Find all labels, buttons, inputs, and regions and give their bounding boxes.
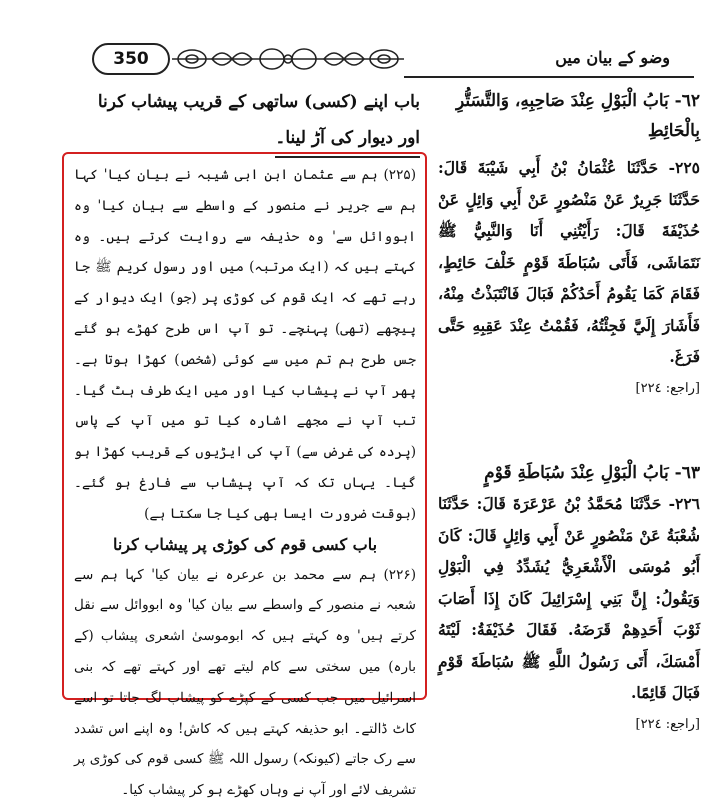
hadith-226-urdu: (۲۲۶) ہم سے محمد بن عرعرہ نے بیان کیا' کہا ہم سے شعبہ نے منصور کے واسطے سے بیان کیا' وہ ابووائل سے نقل کرتے ہیں' وہ کہتے ہیں کہ ابوموسیٰ اشعری پیشاب (کے بارہ) میں سختی سے کام لیتے تھے اور کہتے تھے کہ بنی اسرائیل میں جب کسی کے کپڑے کو پیشاب لگ جاتا تو اسے کاٹ ڈالتے۔ ابو حذیفہ کہتے ہیں کہ کاش! وہ اپنے اس تشدد سے رک جاتے (کیونکہ) رسول اللہ ﷺ کسی قوم کی کوڑی پر تشریف لائے اور آپ نے وہاں کھڑے ہو کر پیشاب کیا۔ bbox=[74, 566, 416, 799]
urdu-bab-63-heading: باب کسی قوم کی کوڑی پر پیشاب کرنا bbox=[112, 534, 378, 554]
hadith-225-urdu: (۲۲۵) ہم سے عثمان ابن ابی شیبہ نے بیان کیا' کہا ہم سے جریر نے منصور کے واسطے سے بیان کیا' وہ ابووائل سے' وہ حذیفہ سے روایت کرتے ہیں۔ وہ کہتے ہیں کہ (ایک مرتبہ) میں اور رسول کریم ﷺ جا رہے تھے کہ ایک قوم کی کوڑی پر (جو) ایک دیوار کے پیچھے (تھی) پہنچے۔ تو آپ اس طرح کھڑے ہو گئے جس طرح ہم تم میں سے کوئی (شخص) کھڑا ہوتا ہے۔ پھر آپ نے پیشاب کیا اور میں ایک طرف ہٹ گیا۔ تب آپ نے مجھے اشارہ کیا تو میں آپ کے پاس (پردہ کی غرض سے) آپ کی ایڑیوں کے قریب کھڑا ہو گیا۔ یہاں تک کہ آپ پیشاب سے فارغ ہو گئے۔ (بوقت ضرورت ایسا بھی کیا جا سکتا ہے) bbox=[74, 167, 416, 522]
arabic-column bbox=[438, 86, 700, 740]
chapter-title: وضو کے بیان میں bbox=[555, 48, 670, 67]
hadith-226-arabic: ٢٢٦- حَدَّثَنَا مُحَمَّدُ بْنُ عَرْعَرَةَ قَالَ: حَدَّثَنَا شُعْبَةُ عَنْ مَنْصُورٍ عَنْ أَبِي وَائِلٍ قَالَ: كَانَ أَبُو مُوسَى الْأَشْعَرِيُّ يُشَدِّدُ فِي الْبَوْلِ وَيَقُولُ: إِنَّ بَنِي إِسْرَائِيلَ كَانَ إِذَا أَصَابَ ثَوْبَ أَحَدِهِمْ قَرَضَهُ. فَقَالَ حُذَيْفَةُ: لَيْتَهُ أَمْسَكَ، أَتَى رَسُولُ اللَّهِ ﷺ سُبَاطَةَ قَوْمٍ فَبَالَ قَائِمًا. bbox=[438, 494, 700, 702]
urdu-translation bbox=[74, 160, 416, 806]
urdu-bab-heading bbox=[64, 84, 420, 158]
header-rule bbox=[404, 76, 694, 78]
bab-62-heading: ٦٢- بَابُ الْبَوْلِ عِنْدَ صَاحِبِهِ، وَالتَّسَتُّرِ بِالْحَائِطِ bbox=[456, 91, 700, 141]
hadith-225-reference: [راجع: ٢٢٤] bbox=[635, 380, 700, 396]
bab-63-heading: ٦٣- بَابُ الْبَوْلِ عِنْدَ سُبَاطَةِ قَوْمٍ bbox=[484, 463, 700, 483]
urdu-bab-heading-line1: باب اپنے (کسی) ساتھی کے قریب پیشاب کرنا bbox=[97, 92, 420, 112]
ornament-divider bbox=[172, 46, 404, 72]
page-number: 350 bbox=[92, 43, 170, 75]
urdu-bab-heading-line2: اور دیوار کی آڑ لینا۔ bbox=[275, 120, 420, 158]
hadith-226-reference: [راجع: ٢٢٤] bbox=[635, 716, 700, 732]
page-header bbox=[0, 0, 720, 80]
hadith-225-arabic: ٢٢٥- حَدَّثَنَا عُثْمَانُ بْنُ أَبِي شَيْبَةَ قَالَ: حَدَّثَنَا جَرِيرٌ عَنْ مَنْصُورٍ عَنْ أَبِي وَائِلٍ عَنْ حُذَيْفَةَ قَالَ: رَأَيْتُنِي أَنَا وَالنَّبِيُّ ﷺ نَتَمَاشَى، فَأَتَى سُبَاطَةَ قَوْمٍ خَلْفَ حَائِطٍ، فَقَامَ كَمَا يَقُومُ أَحَدُكُمْ فَبَالَ فَانْتَبَذْتُ مِنْهُ، فَأَشَارَ إِلَيَّ فَجِئْتُهُ، فَقُمْتُ عِنْدَ عَقِبِهِ حَتَّى فَرَغَ. bbox=[438, 158, 700, 366]
